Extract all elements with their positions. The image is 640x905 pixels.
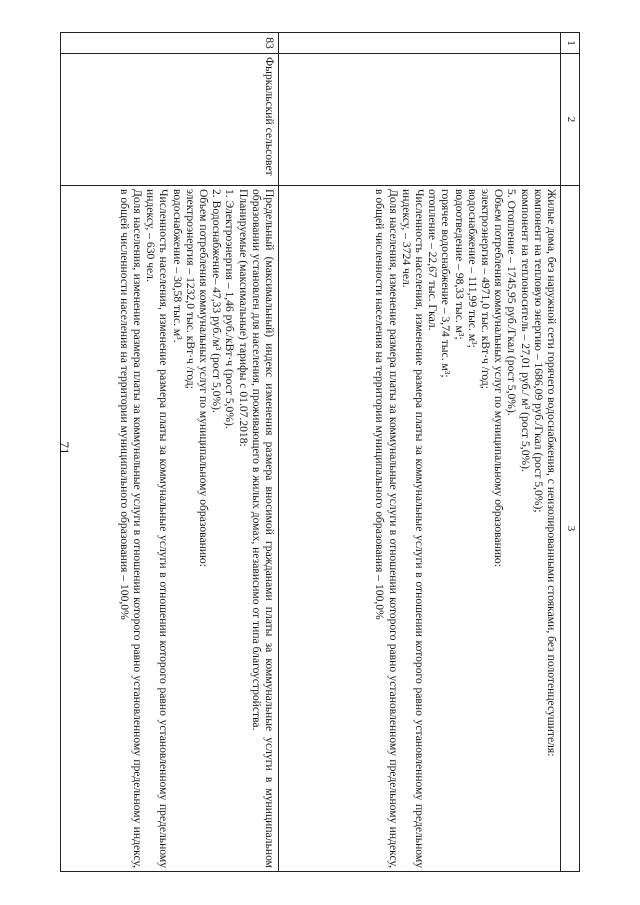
row-number: 83 [61,33,279,54]
header-col-1: 1 [561,33,580,54]
description-line: 5. Отопление – 1745,95 руб./Гкал (рост 5,0%). [505,189,519,416]
row-description [61,186,279,872]
page-number: 71 [57,441,72,455]
municipality-name [279,54,561,186]
description-line: электроэнергия – 4971,0 тыс. кВт·ч /год; [478,189,492,390]
description-line: Численность населения, изменение размера платы за коммунальные услуги в отношении которого равно установленному предельному индексу, – 630 чел. [144,189,171,868]
description-line: Численность населения, изменение размера платы за коммунальные услуги в отношении которого равно установленному предельному индексу, – 3724 чел. [399,189,426,868]
description-line: Объем потребления коммунальных услуг по муниципальному образованию: [492,189,506,567]
description-line: Предельный (максимальный) индекс изменения размера вносимой гражданами платы за коммунальные услуги в муниципальном образовании установлен для населения, проживающего в жилых домах, независимо от типа благоустройства. [249,189,276,868]
header-col-2: 2 [561,54,580,186]
row-number [279,33,561,54]
description-line: компонент на теплоноситель – 27,01 руб./ м³ (рост 5,0%). [518,189,532,472]
table-row [279,33,561,872]
row-description [279,186,561,872]
description-line: электроэнергия – 1232,0 тыс. кВт·ч /год; [183,189,197,390]
description-line: Объем потребления коммунальных услуг по муниципальному образованию: [196,189,210,567]
description-line: Жилые дома, без наружной сети горячего водоснабжения, с неизолированными стояками, без полотенцесушителя: [545,189,558,757]
description-line: Доля населения, изменение размера платы за коммунальные услуги в отношении которого равно установленному предельному индексу, в общей численности населения на территории муниципального образования – 100,0% [373,189,400,868]
header-col-3: 3 [561,186,580,872]
municipality-name: Фыркальский сельсовет [61,54,279,186]
description-line: Доля населения, изменение размера платы за коммунальные услуги в отношении которого равно установленному предельному индексу, в общей численности населения на территории муниципального образования – 100,0% [117,189,144,868]
description-line: водоснабжение – 111,99 тыс. м³; [465,189,479,348]
description-line: водоотведение – 98,33 тыс. м³; [452,189,466,340]
table-header-row [561,33,580,872]
rotated-table-container [60,32,580,872]
description-line: компонент на тепловую энергию – 1686,09 руб./Гкал (рост 5,0%); [531,189,545,513]
description-line: горячее водоснабжение – 3,74 тыс. м³; [439,189,453,378]
table-row [61,33,279,872]
description-line: водоснабжение – 30,58 тыс. м³. [170,189,184,343]
description-line: Планируемые (максимальные) тарифы с 01.07.2018: [236,189,250,447]
description-line: отопление – 22,67 тыс. Гкал. [426,189,440,331]
description-line: 2. Водоснабжение– 47,33 руб./м³ (рост 5,0%). [210,189,224,413]
description-line: 1. Электроэнергия – 1,46 руб./кВт·ч (рост 5,0%). [223,189,237,429]
utilities-table [60,32,580,872]
